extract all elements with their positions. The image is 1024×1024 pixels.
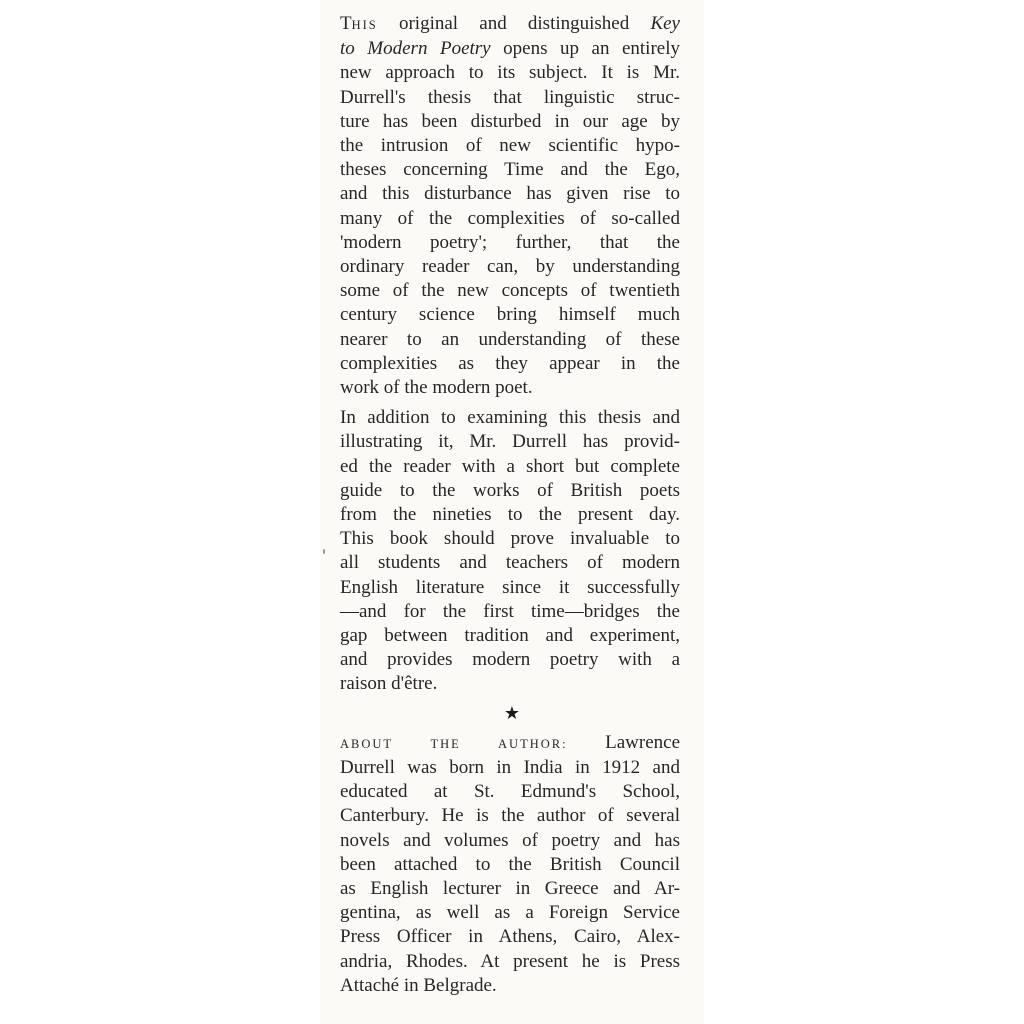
line: Durrell's thesis that linguistic struc- [340, 86, 680, 108]
line: gap between tradition and experiment, [340, 625, 680, 647]
about-author-paragraph [340, 731, 680, 998]
line: English literature since it successfully [340, 576, 680, 598]
line: guide to the works of British poets [340, 479, 680, 501]
line-text: original and distinguished [377, 13, 651, 34]
book-title-part: to Modern Poetry [340, 38, 491, 60]
line: Attaché in Belgrade. [340, 974, 497, 996]
line: from the nineties to the present day. [340, 504, 680, 526]
book-title-part: Key [650, 13, 680, 34]
line: This book should prove invaluable to [340, 528, 680, 550]
line: 'modern poetry'; further, that the [340, 231, 680, 253]
line: and this disturbance has given rise to [340, 183, 680, 205]
line: theses concerning Time and the Ego, [340, 159, 680, 181]
line-text: Lawrence [567, 731, 680, 753]
line: all students and teachers of modern [340, 552, 680, 574]
description-paragraph [340, 12, 680, 400]
line: Press Officer in Athens, Cairo, Alex- [340, 926, 680, 948]
line: ordinary reader can, by understanding [340, 256, 680, 278]
line [340, 731, 680, 756]
line: some of the new concepts of twentieth [340, 280, 680, 302]
line: as English lecturer in Greece and Ar- [340, 877, 680, 899]
line-text: opens up an entirely [490, 38, 680, 60]
line: gentina, as well as a Foreign Service [340, 902, 680, 924]
line: ed the reader with a short but complete [340, 455, 680, 477]
line: educated at St. Edmund's School, [340, 781, 680, 803]
line: the intrusion of new scientific hypo- [340, 135, 680, 157]
flap-text-column [340, 12, 680, 998]
description-paragraph [340, 406, 680, 696]
line: nearer to an understanding of these [340, 328, 680, 350]
line: many of the complexities of so-called [340, 207, 680, 229]
line: Durrell was born in India in 1912 and [340, 756, 680, 778]
line: Canterbury. He is the author of several [340, 805, 680, 827]
small-caps-this: HIS [351, 18, 378, 32]
line: century science bring himself much [340, 304, 680, 326]
about-author-heading: ABOUT THE AUTHOR: [340, 736, 568, 751]
star-separator-icon: ★ [503, 702, 521, 723]
line: novels and volumes of poetry and has [340, 829, 680, 851]
line: complexities as they appear in the [340, 352, 680, 374]
line: new approach to its subject. It is Mr. [340, 62, 680, 84]
line: work of the modern poet. [340, 377, 533, 399]
line: ture has been disturbed in our age by [340, 110, 680, 132]
paper-speck [323, 549, 325, 554]
line: illustrating it, Mr. Durrell has provid- [340, 431, 680, 453]
line: been attached to the British Council [340, 853, 680, 875]
line: —and for the first time—bridges the [340, 600, 680, 622]
line: and provides modern poetry with a [340, 649, 680, 671]
line: andria, Rhodes. At present he is Press [340, 950, 680, 972]
line [340, 37, 680, 61]
line: In addition to examining this thesis and [340, 407, 680, 429]
drop-cap: T [340, 13, 352, 34]
line: raison d'être. [340, 673, 438, 695]
line [340, 12, 680, 37]
